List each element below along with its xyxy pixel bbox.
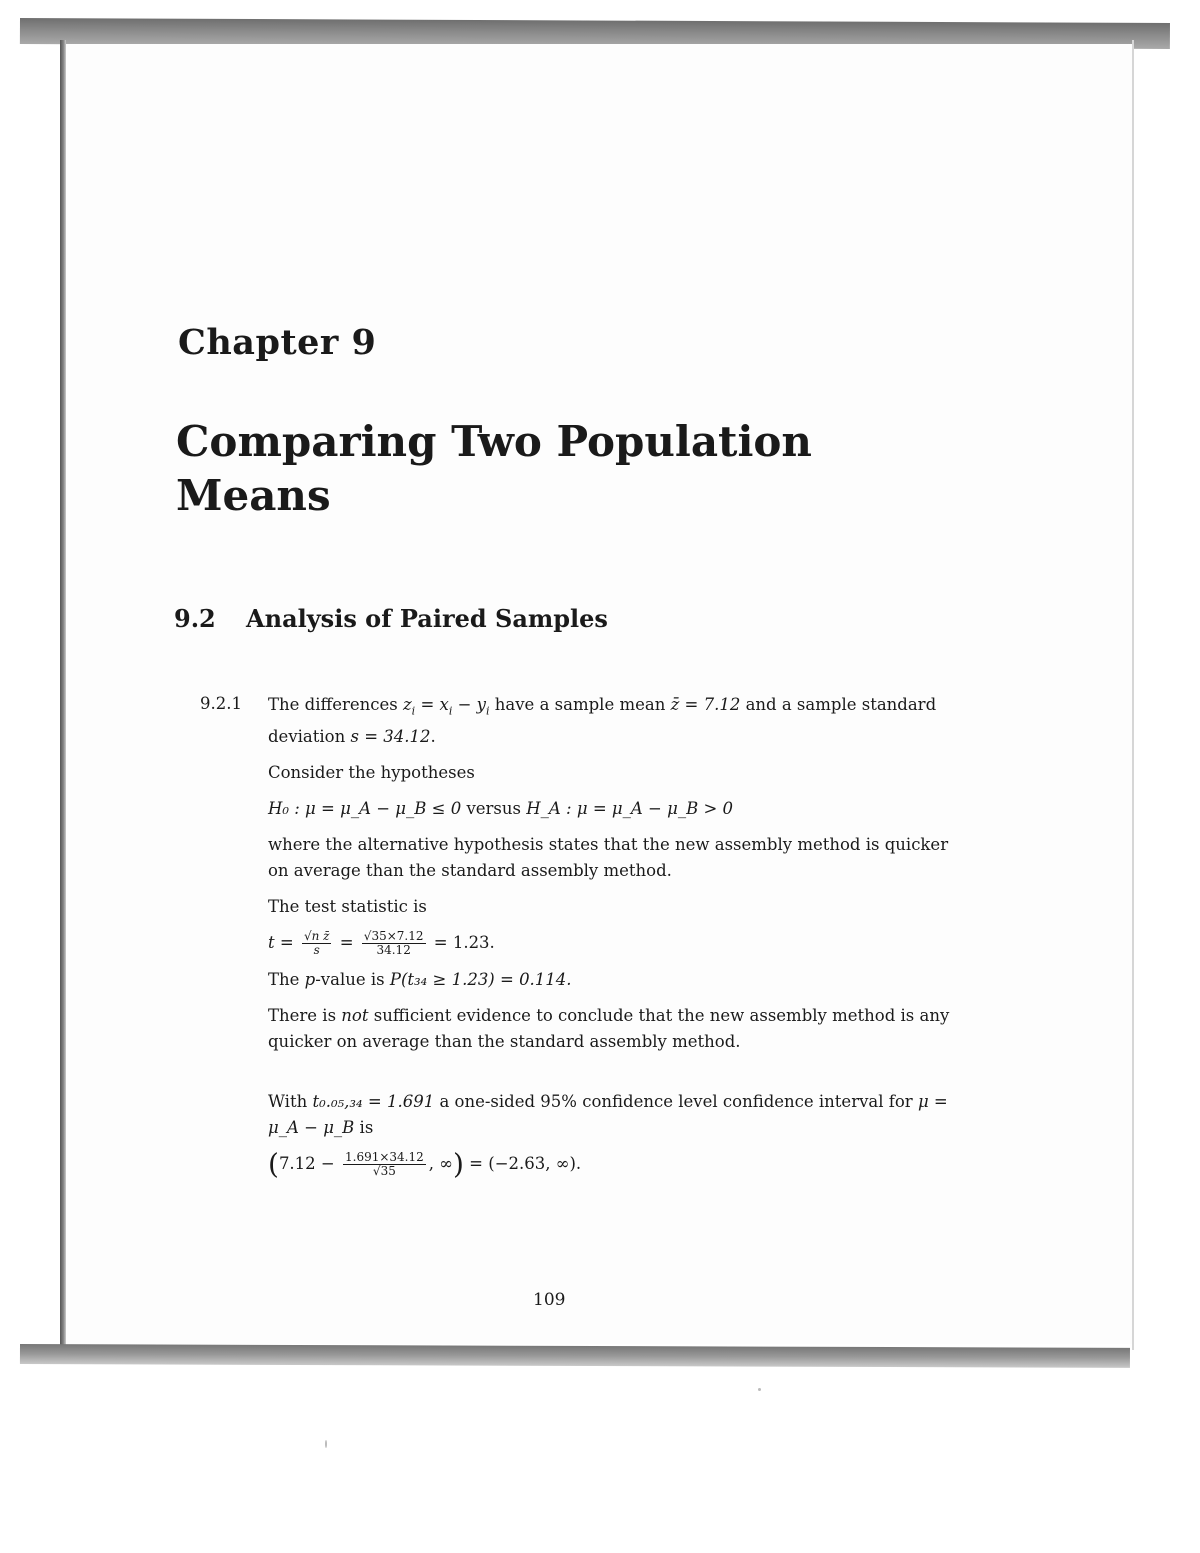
fraction-1: $\frac{\text{√n z̄}}{s}$ — [303, 929, 330, 958]
paragraph-confidence-interval: With t₀.₀₅,₃₄ = 1.691 a one-sided 95% confidence level confidence interval for μ = μ_A − μ_B is — [268, 1092, 948, 1138]
problem-body — [268, 692, 958, 1188]
fraction-ci: $\frac{1.691\times 34.12}{√35}$ — [345, 1150, 424, 1179]
section-number: 9.2 — [174, 604, 216, 633]
scan-edge-right — [1132, 40, 1134, 1350]
hypotheses: H₀ : μ = μ_A − μ_B ≤ 0 versus H_A : μ = μ_A − μ_B > 0 — [268, 799, 734, 819]
test-statistic-formula: t = $\frac{\text{√n z̄}}{s}$ = $\frac{√35\times 7.12}{34.12}$ = 1.23. — [268, 929, 495, 958]
scan-shadow-bottom — [20, 1344, 1130, 1368]
paragraph-conclusion: There is not sufficient evidence to conclude that the new assembly method is any quicker on average than the standard assembly method. — [268, 1006, 950, 1052]
paragraph-pvalue: The p-value is P(t₃₄ ≥ 1.23) = 0.114. — [268, 970, 572, 990]
confidence-interval-formula: (7.12 − $\frac{1.691\times 34.12}{√35}$ , ∞) = (−2.63, ∞). — [268, 1147, 582, 1181]
fraction-2: $\frac{√35\times 7.12}{34.12}$ — [363, 929, 424, 958]
null-hypothesis: H₀ : μ = μ_A − μ_B ≤ 0 — [268, 799, 462, 819]
problem-number: 9.2.1 — [200, 694, 242, 713]
chapter-title-line1: Comparing Two Population — [176, 417, 812, 466]
scan-speck — [758, 1388, 761, 1391]
alt-hypothesis: H_A : μ = μ_A − μ_B > 0 — [526, 799, 734, 819]
chapter-title — [176, 415, 876, 523]
chapter-label: Chapter 9 — [178, 322, 377, 363]
section-heading — [174, 604, 608, 633]
paragraph-alternative: where the alternative hypothesis states that the new assembly method is quicker on average than the standard assembly method. — [268, 835, 949, 881]
page-number: 109 — [533, 1290, 566, 1310]
scan-speck — [325, 1440, 327, 1448]
section-title: Analysis of Paired Samples — [246, 604, 608, 633]
paragraph-differences: The differences $z_i = x_i - y_i$ have a sample mean z̄ = 7.12 and a sample standard deviation s = 34.12. — [268, 695, 937, 747]
chapter-title-line2: Means — [176, 471, 331, 520]
paragraph-consider: Consider the hypotheses — [268, 763, 475, 783]
paragraph-test-statistic: The test statistic is — [268, 897, 427, 917]
